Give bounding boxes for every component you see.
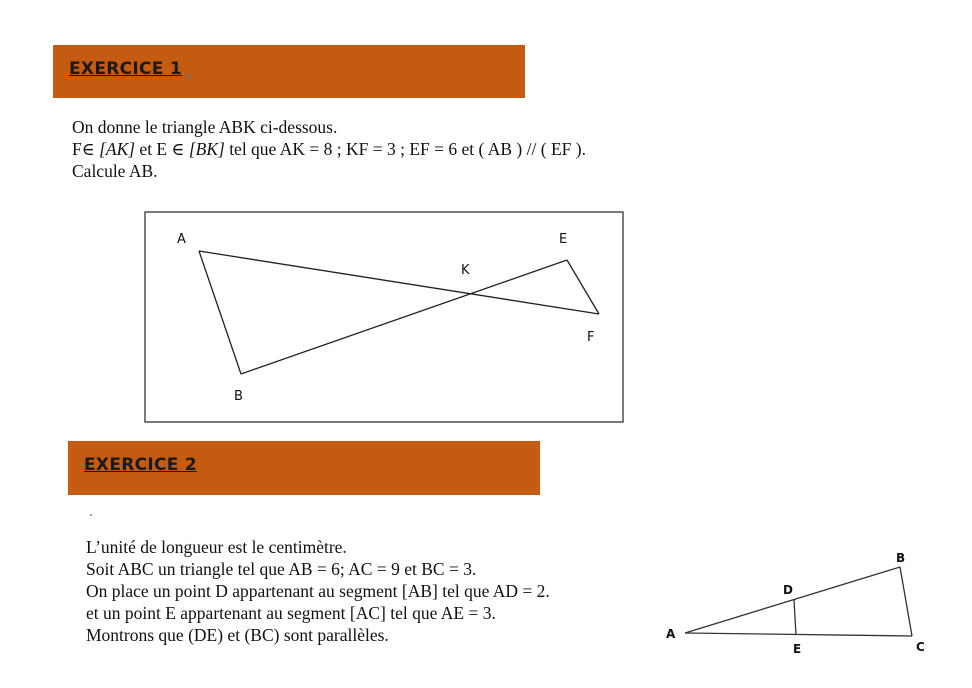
segment-BC: [900, 567, 912, 636]
exercise-2-line-4: et un point E appartenant au segment [AC] tel que AE = 3.: [86, 603, 496, 623]
stray-dot: [90, 514, 92, 516]
label-E: E: [559, 232, 568, 247]
exercise-2-line-1: L’unité de longueur est le centimètre.: [86, 537, 347, 557]
label-K: K: [461, 263, 470, 278]
label-B: B: [896, 551, 906, 565]
segment-AC: [685, 633, 912, 636]
label-C: C: [916, 640, 925, 654]
exercise-1-figure: [144, 211, 624, 423]
label-A: A: [666, 627, 676, 641]
exercise-2-figure: [660, 548, 940, 660]
segment-DE: [794, 600, 796, 635]
label-B: B: [234, 389, 243, 404]
exercise-1-title: EXERCICE 1: [69, 59, 183, 79]
segment-AB: [685, 567, 900, 633]
label-D: D: [783, 583, 793, 597]
figure-frame: [145, 212, 623, 422]
exercise-2-title: EXERCICE 2: [84, 455, 198, 475]
exercise-2-header: [68, 441, 540, 495]
exercise-1-line-2: F∈ [AK] et E ∈ [BK] tel que AK = 8 ; KF = 3 ; EF = 6 et ( AB ) // ( EF ).: [72, 139, 586, 159]
label-E: E: [793, 642, 802, 656]
segment-BK: [BK]: [188, 139, 225, 159]
exercise-2-line-3: On place un point D appartenant au segment [AB] tel que AD = 2.: [86, 581, 550, 601]
exercise-2-line-2: Soit ABC un triangle tel que AB = 6; AC = 9 et BC = 3.: [86, 559, 477, 579]
label-A: A: [177, 232, 186, 247]
exercise-1-header: [53, 45, 525, 98]
label-F: F: [587, 330, 595, 345]
exercise-1-statement: [72, 116, 586, 182]
segment-AK: [AK]: [99, 139, 136, 159]
exercise-1-line-1: On donne le triangle ABK ci-dessous.: [72, 117, 338, 137]
exercise-2-statement: [86, 536, 550, 646]
exercise-2-line-5: Montrons que (DE) et (BC) sont parallèles.: [86, 625, 389, 645]
exercise-1-line-3: Calcule AB.: [72, 161, 158, 181]
